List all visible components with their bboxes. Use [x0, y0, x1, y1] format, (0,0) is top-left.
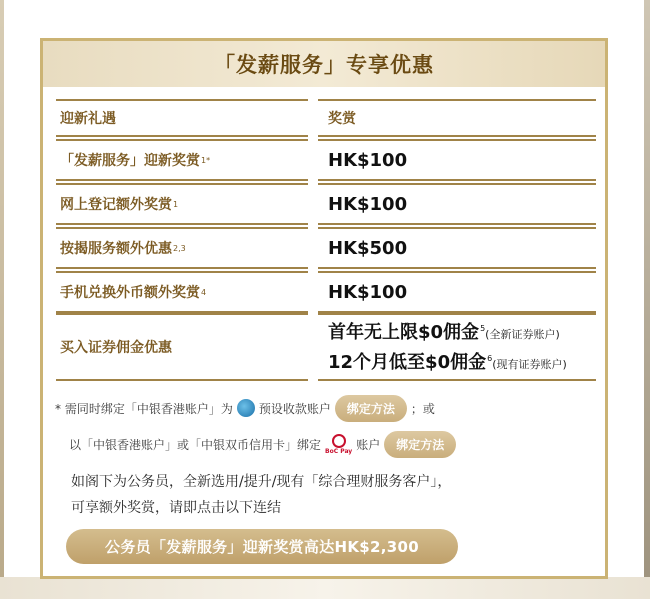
bind-method-button-bocpay[interactable]: 绑定方法	[384, 431, 456, 458]
row-value: HK$100	[318, 183, 596, 225]
commission-values	[318, 313, 596, 381]
fps-icon	[237, 399, 255, 417]
footnote-ref: 4	[201, 287, 207, 297]
card-header	[43, 41, 605, 87]
row-label: 买入证券佣金优惠	[56, 313, 308, 381]
right-edge-strip	[644, 0, 650, 599]
table-header-row	[56, 99, 596, 137]
binding-note-line1: * 需同时绑定「中银香港账户」为 预设收款账户 绑定方法 ；或	[55, 394, 435, 422]
card-title: 「发薪服务」专享优惠	[214, 53, 434, 77]
row-label: 「发薪服务」迎新奖赏 1*	[56, 139, 308, 181]
civil-servant-offer-button[interactable]: 公务员「发薪服务」迎新奖赏高达HK$2,300	[66, 529, 458, 564]
row-value: HK$100	[318, 139, 596, 181]
row-label: 网上登记额外奖赏 1	[56, 183, 308, 225]
commission-line-existing: 12个月低至$0佣金$^6$(现有证券账户)	[328, 352, 567, 373]
column-header-reward: 奖赏	[318, 99, 596, 137]
footnote-ref: 2,3	[173, 243, 186, 253]
bocpay-icon: BoC Pay	[325, 434, 352, 455]
footnote-ref: 1*	[201, 155, 211, 165]
row-value: HK$100	[318, 271, 596, 313]
civil-servant-text-line2: 可享额外奖赏，请即点击以下连结	[71, 500, 281, 516]
table-row	[56, 139, 596, 181]
offer-card	[40, 38, 608, 579]
row-label: 手机兑换外币额外奖赏 4	[56, 271, 308, 313]
footnote-ref: 1	[173, 199, 179, 209]
row-value: HK$500	[318, 227, 596, 269]
bind-method-button-fps[interactable]: 绑定方法	[335, 395, 407, 422]
commission-line-new: 首年无上限$0佣金$^5$(全新证券账户)	[328, 322, 560, 343]
table-row	[56, 271, 596, 313]
row-label: 按揭服务额外优惠 2,3	[56, 227, 308, 269]
table-row	[56, 227, 596, 269]
bottom-band	[0, 577, 650, 599]
table-row-commission	[56, 313, 596, 381]
column-header-offer: 迎新礼遇	[56, 99, 308, 137]
left-edge-strip	[0, 0, 4, 599]
binding-note-line2: 以「中银香港账户」或「中银双币信用卡」绑定 BoC Pay 账户 绑定方法	[69, 429, 460, 459]
table-row	[56, 183, 596, 225]
civil-servant-text-line1: 如阁下为公务员，全新选用/提升/现有「综合理财服务客户」，	[71, 474, 452, 490]
